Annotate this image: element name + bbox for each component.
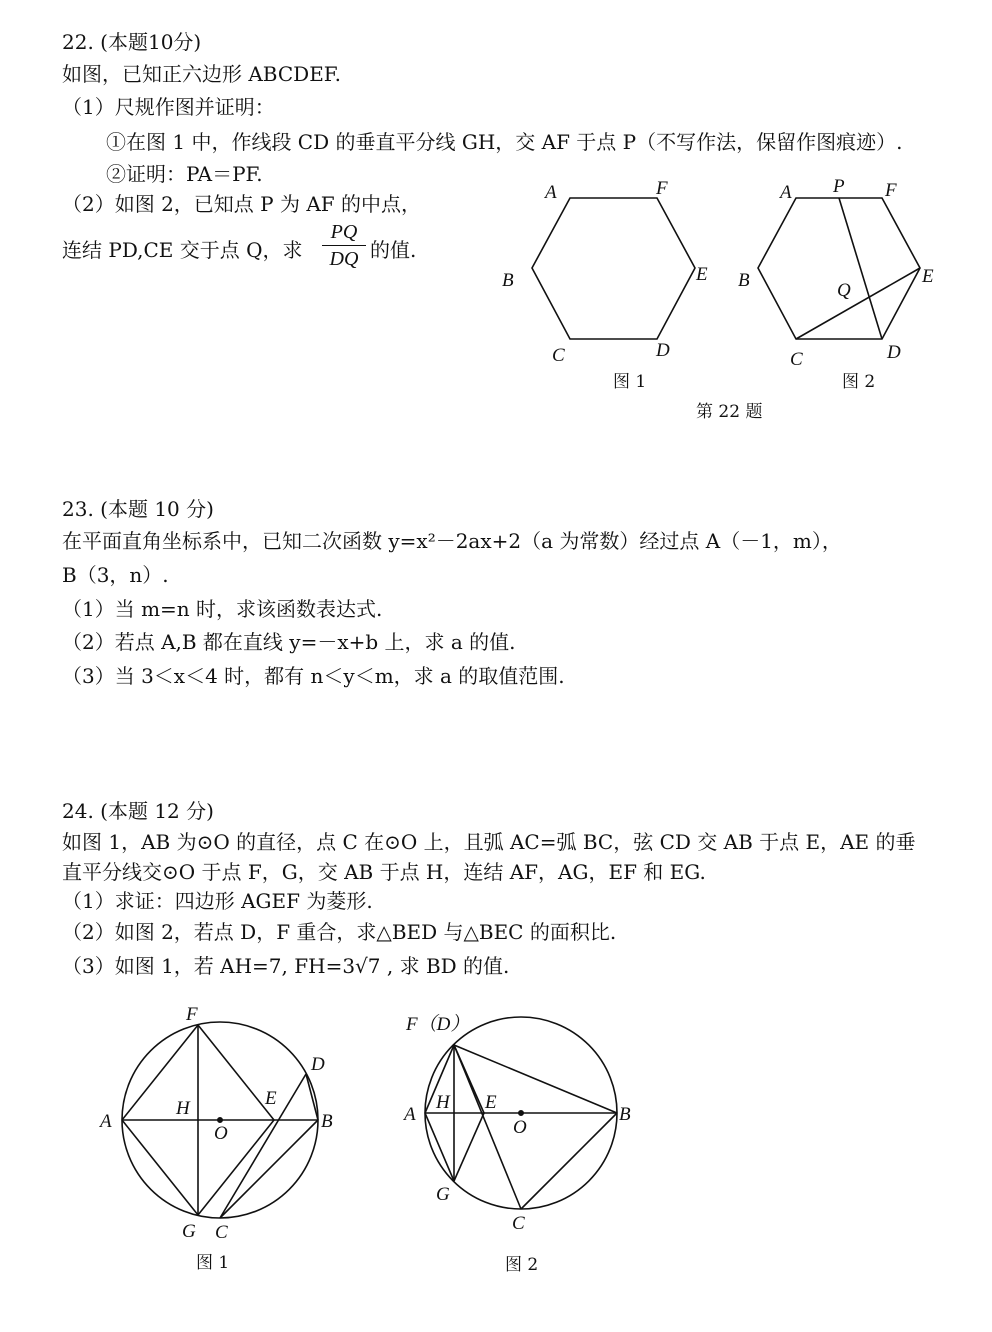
q22-intro: 如图，已知正六边形 ABCDEF. [62, 62, 341, 86]
q24-line1: 如图 1，AB 为⊙O 的直径，点 C 在⊙O 上，且弧 AC=弧 BC，弦 CD 交 AB 于点 E，AE 的垂 [62, 830, 916, 854]
segment-ef [198, 1025, 274, 1120]
q23-part1: （1）当 m=n 时，求该函数表达式. [62, 597, 383, 621]
label-f: F [656, 178, 668, 199]
fraction-numerator: PQ [330, 221, 358, 243]
segment-eg-2 [454, 1113, 484, 1181]
label-a: A [545, 182, 557, 203]
label-a: A [100, 1111, 112, 1132]
q22-part2b-post: 的值. [370, 238, 417, 262]
q24-title: 24. (本题 12 分) [62, 799, 214, 823]
label-d: D [887, 342, 901, 363]
label-c: C [790, 349, 803, 370]
figure1-caption: 图 1 [196, 1253, 230, 1273]
q22-part1a: ①在图 1 中，作线段 CD 的垂直平分线 GH，交 AF 于点 P（不写作法，保留作图痕迹）. [106, 130, 903, 154]
q24-part1: （1）求证：四边形 AGEF 为菱形. [62, 889, 373, 913]
q24-figure2 [402, 1013, 631, 1275]
label-e: E [922, 266, 934, 287]
label-o: O [513, 1117, 527, 1138]
segment-eg [198, 1120, 274, 1215]
q22-part1b: ②证明：PA＝PF. [106, 162, 263, 186]
label-g: G [436, 1184, 450, 1205]
q22-title: 22. (本题10分) [62, 30, 202, 54]
q22-part2b-pre: 连结 PD,CE 交于点 Q，求 [62, 238, 303, 262]
q23-title: 23. (本题 10 分) [62, 497, 214, 521]
label-f: F [885, 180, 897, 201]
label-c: C [215, 1222, 228, 1243]
center-dot-2 [519, 1111, 523, 1115]
label-e: E [265, 1088, 277, 1109]
fraction-denominator: DQ [329, 248, 359, 270]
label-o: O [214, 1123, 228, 1144]
q23-part3: （3）当 3＜x＜4 时，都有 n＜y＜m，求 a 的取值范围. [62, 664, 565, 688]
section-caption: 第 22 题 [696, 402, 763, 422]
label-a: A [780, 182, 792, 203]
label-d: D [311, 1054, 325, 1075]
label-h: H [176, 1098, 190, 1119]
label-p: P [833, 176, 845, 197]
q22-part2a: （2）如图 2，已知点 P 为 AF 的中点， [62, 192, 422, 216]
center-dot [218, 1118, 222, 1122]
label-b: B [619, 1104, 631, 1125]
figure1-caption: 图 1 [613, 372, 647, 392]
label-c: C [512, 1213, 525, 1234]
label-b: B [502, 270, 514, 291]
label-b: B [738, 270, 750, 291]
q24-part2: （2）如图 2，若点 D，F 重合，求△BED 与△BEC 的面积比. [62, 920, 617, 944]
label-a: A [404, 1104, 416, 1125]
label-g: G [182, 1221, 196, 1242]
q23-part2: （2）若点 A,B 都在直线 y=－x+b 上，求 a 的值. [62, 630, 516, 654]
label-e: E [485, 1092, 497, 1113]
segment-bd [306, 1074, 318, 1120]
label-d: D [656, 340, 670, 361]
q22-part1: （1）尺规作图并证明： [62, 95, 275, 119]
q23-line2: B（3，n）. [62, 563, 169, 587]
label-b: B [321, 1111, 333, 1132]
q24-figure1 [98, 1004, 333, 1273]
label-h: H [436, 1092, 450, 1113]
label-f: F [186, 1004, 198, 1025]
figure2-caption: 图 2 [842, 372, 876, 392]
q24-line2: 直平分线交⊙O 于点 F，G，交 AB 于点 H，连结 AF，AG，EF 和 EG. [62, 860, 706, 884]
label-e: E [696, 264, 708, 285]
figure2-caption: 图 2 [505, 1255, 539, 1275]
label-c: C [552, 345, 565, 366]
segment-ag-2 [425, 1113, 454, 1181]
q24-part3: （3）如图 1，若 AH=7, FH=3√7 , 求 BD 的值. [62, 954, 510, 978]
label-fd: F（D） [406, 1014, 470, 1035]
label-q: Q [837, 280, 851, 301]
segment-bc-2 [521, 1113, 617, 1209]
q23-line1: 在平面直角坐标系中，已知二次函数 y=x²－2ax+2（a 为常数）经过点 A（－1，m）， [62, 529, 842, 553]
